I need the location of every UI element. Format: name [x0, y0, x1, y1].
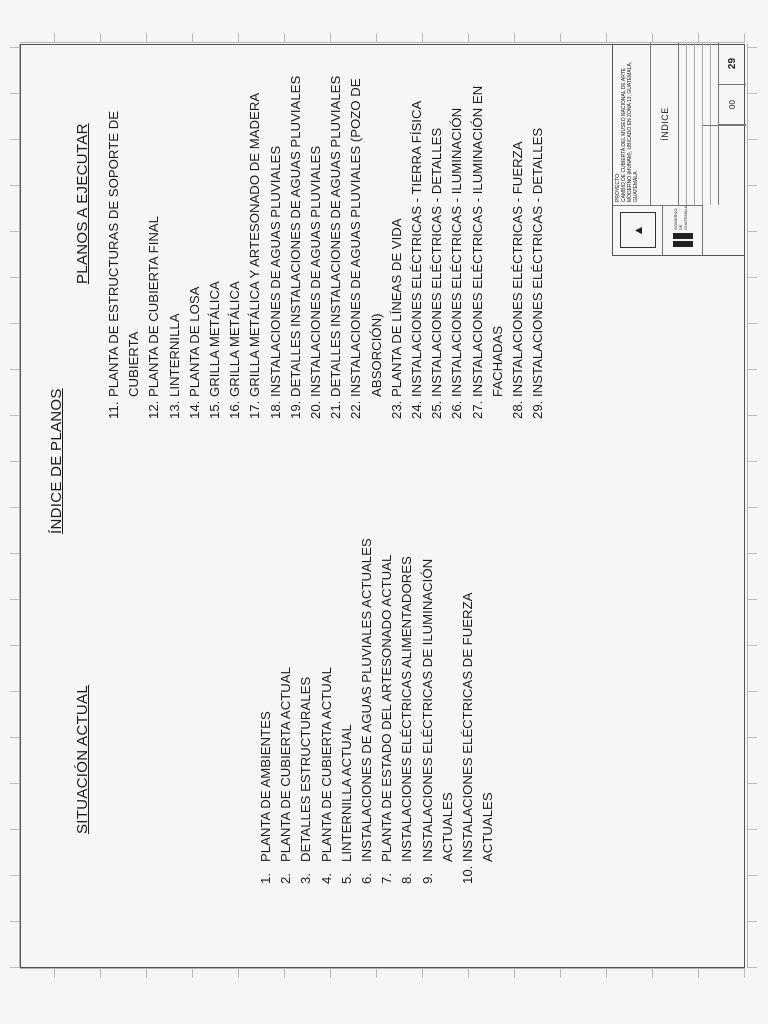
- item-number: 20.: [308, 400, 324, 419]
- list-item: [306, 59, 326, 419]
- list-item: [266, 59, 286, 419]
- item-text: INSTALACIONES ELÉCTRICAS DE ILUMINACIÓN ACTUALES: [419, 558, 455, 862]
- item-text: INSTALACIONES ELÉCTRICAS DE FUERZA ACTUALES: [460, 593, 496, 862]
- item-text: INSTALACIONES ELÉCTRICAS - DETALLES: [429, 127, 445, 397]
- list-item: [205, 59, 225, 419]
- item-number: 7.: [379, 873, 395, 884]
- item-number: 9.: [419, 873, 435, 884]
- list-item: [317, 524, 337, 884]
- item-number: 4.: [318, 873, 334, 884]
- item-number: 24.: [409, 400, 425, 419]
- item-text: PLANTA DE CUBIERTA ACTUAL: [278, 667, 294, 862]
- list-item: [528, 59, 548, 419]
- list-item: [225, 59, 245, 419]
- list-item: [296, 524, 316, 884]
- item-text: PLANTA DE ESTADO DEL ARTESONADO ACTUAL: [379, 554, 395, 862]
- item-number: 18.: [267, 400, 283, 419]
- list-item: [397, 524, 417, 884]
- item-text: DETALLES ESTRUCTURALES: [298, 676, 314, 862]
- item-number: 28.: [510, 400, 526, 419]
- item-number: 2.: [278, 873, 294, 884]
- item-number: 26.: [449, 400, 465, 419]
- item-text: PLANTA DE AMBIENTES: [258, 711, 273, 862]
- list-item: [245, 59, 265, 419]
- list-item: [326, 59, 346, 419]
- list-item: [508, 59, 528, 419]
- list-item: [185, 59, 205, 419]
- item-text: INSTALACIONES DE AGUAS PLUVIALES (POZO DE ABSORCIÓN): [348, 78, 384, 397]
- item-number: 14.: [186, 400, 202, 419]
- project-text: CAMBIO DE CUBIERTA DEL MUSEO NACIONAL DE ARTE MODERNO (MUNAM), UBICADO EN ZONA 13, GUATEMALA, GUATEMALA.: [621, 61, 639, 202]
- list-item: [468, 59, 508, 419]
- item-number: 12.: [146, 400, 162, 419]
- sheet-number: 29: [719, 43, 746, 85]
- item-text: LINTERNILLA: [166, 313, 182, 397]
- planos-a-ejecutar-list: [104, 59, 548, 419]
- list-item: [337, 524, 357, 884]
- item-text: GRILLA METÁLICA: [207, 281, 223, 397]
- item-text: PLANTA DE ESTRUCTURAS DE SOPORTE DE CUBIERTA: [106, 110, 142, 397]
- item-text: INSTALACIONES ELÉCTRICAS - DETALLES: [530, 127, 546, 397]
- ruler-top: [10, 44, 20, 968]
- item-number: 21.: [328, 400, 344, 419]
- item-number: 27.: [469, 400, 485, 419]
- list-item: [104, 59, 144, 419]
- list-item: [407, 59, 427, 419]
- item-text: LINTERNILLA ACTUAL: [338, 724, 354, 862]
- gov-logo-icon: [673, 241, 693, 247]
- item-text: GRILLA METÁLICA: [227, 281, 243, 397]
- item-number: 16.: [227, 400, 243, 419]
- logo-box: [613, 205, 663, 255]
- left-heading: SITUACIÓN ACTUAL: [74, 685, 91, 834]
- item-text: INSTALACIONES ELÉCTRICAS - TIERRA FÍSICA: [409, 100, 425, 397]
- institution-logo-icon: ▲: [620, 213, 656, 249]
- list-item: [387, 59, 407, 419]
- item-text: PLANTA DE LOSA: [186, 286, 202, 397]
- item-number: 1.: [258, 873, 273, 884]
- ruler-left: [20, 968, 745, 978]
- gov-logo: [663, 205, 703, 255]
- item-text: INSTALACIONES ELÉCTRICAS - ILUMINACIÓN: [449, 107, 465, 397]
- item-text: DETALLES INSTALACIONES DE AGUAS PLUVIALES: [328, 75, 344, 397]
- list-item: [276, 524, 296, 884]
- project-info: [613, 43, 651, 205]
- item-number: 29.: [530, 400, 546, 419]
- list-item: [357, 524, 377, 884]
- item-text: INSTALACIONES ELÉCTRICAS ALIMENTADORES: [399, 556, 415, 862]
- item-text: INSTALACIONES ELÉCTRICAS - ILUMINACIÓN EN FACHADAS: [469, 85, 505, 397]
- item-number: 5.: [338, 873, 354, 884]
- item-text: DETALLES INSTALACIONES DE AGUAS PLUVIALES: [287, 75, 303, 397]
- list-item: [418, 524, 458, 884]
- item-number: 3.: [298, 873, 314, 884]
- sheet-name: ÍNDICE: [651, 43, 679, 205]
- item-text: INSTALACIONES ELÉCTRICAS - FUERZA: [510, 141, 526, 397]
- item-text: INSTALACIONES DE AGUAS PLUVIALES: [308, 145, 324, 397]
- list-item: [256, 524, 276, 884]
- item-number: 13.: [166, 400, 182, 419]
- signature-area: [703, 125, 746, 255]
- item-text: INSTALACIONES DE AGUAS PLUVIALES ACTUALES: [359, 538, 375, 862]
- revision-number: 00: [719, 85, 746, 125]
- item-number: 10.: [460, 865, 476, 884]
- item-number: 8.: [399, 873, 415, 884]
- list-item: [144, 59, 164, 419]
- item-number: 6.: [359, 873, 375, 884]
- item-number: 11.: [106, 401, 121, 419]
- item-number: 19.: [287, 400, 303, 419]
- item-text: GRILLA METÁLICA Y ARTESONADO DE MADERA: [247, 92, 263, 397]
- title-block: [612, 44, 745, 256]
- ruler-bottom: [747, 44, 757, 968]
- main-title: ÍNDICE DE PLANOS: [48, 388, 65, 534]
- right-heading: PLANOS A EJECUTAR: [74, 123, 91, 284]
- list-item: [346, 59, 386, 419]
- item-number: 23.: [388, 400, 404, 419]
- item-text: INSTALACIONES DE AGUAS PLUVIALES: [267, 145, 283, 397]
- item-number: 25.: [429, 400, 445, 419]
- ruler-right: [20, 33, 745, 43]
- list-item: [447, 59, 467, 419]
- list-item: [377, 524, 397, 884]
- item-number: 17.: [247, 400, 263, 419]
- list-item: [165, 59, 185, 419]
- list-item: [458, 524, 498, 884]
- item-text: PLANTA DE CUBIERTA FINAL: [146, 215, 162, 397]
- item-text: PLANTA DE CUBIERTA ACTUAL: [318, 667, 334, 862]
- gov-text: GOBIERNO DE GUATEMALA: [673, 205, 688, 230]
- list-item: [427, 59, 447, 419]
- item-text: PLANTA DE LÍNEAS DE VIDA: [388, 218, 404, 397]
- item-number: 15.: [207, 400, 223, 419]
- situacion-actual-list: [256, 524, 498, 884]
- project-label: PROYECTO:: [615, 172, 621, 202]
- item-number: 22.: [348, 400, 364, 419]
- list-item: [286, 59, 306, 419]
